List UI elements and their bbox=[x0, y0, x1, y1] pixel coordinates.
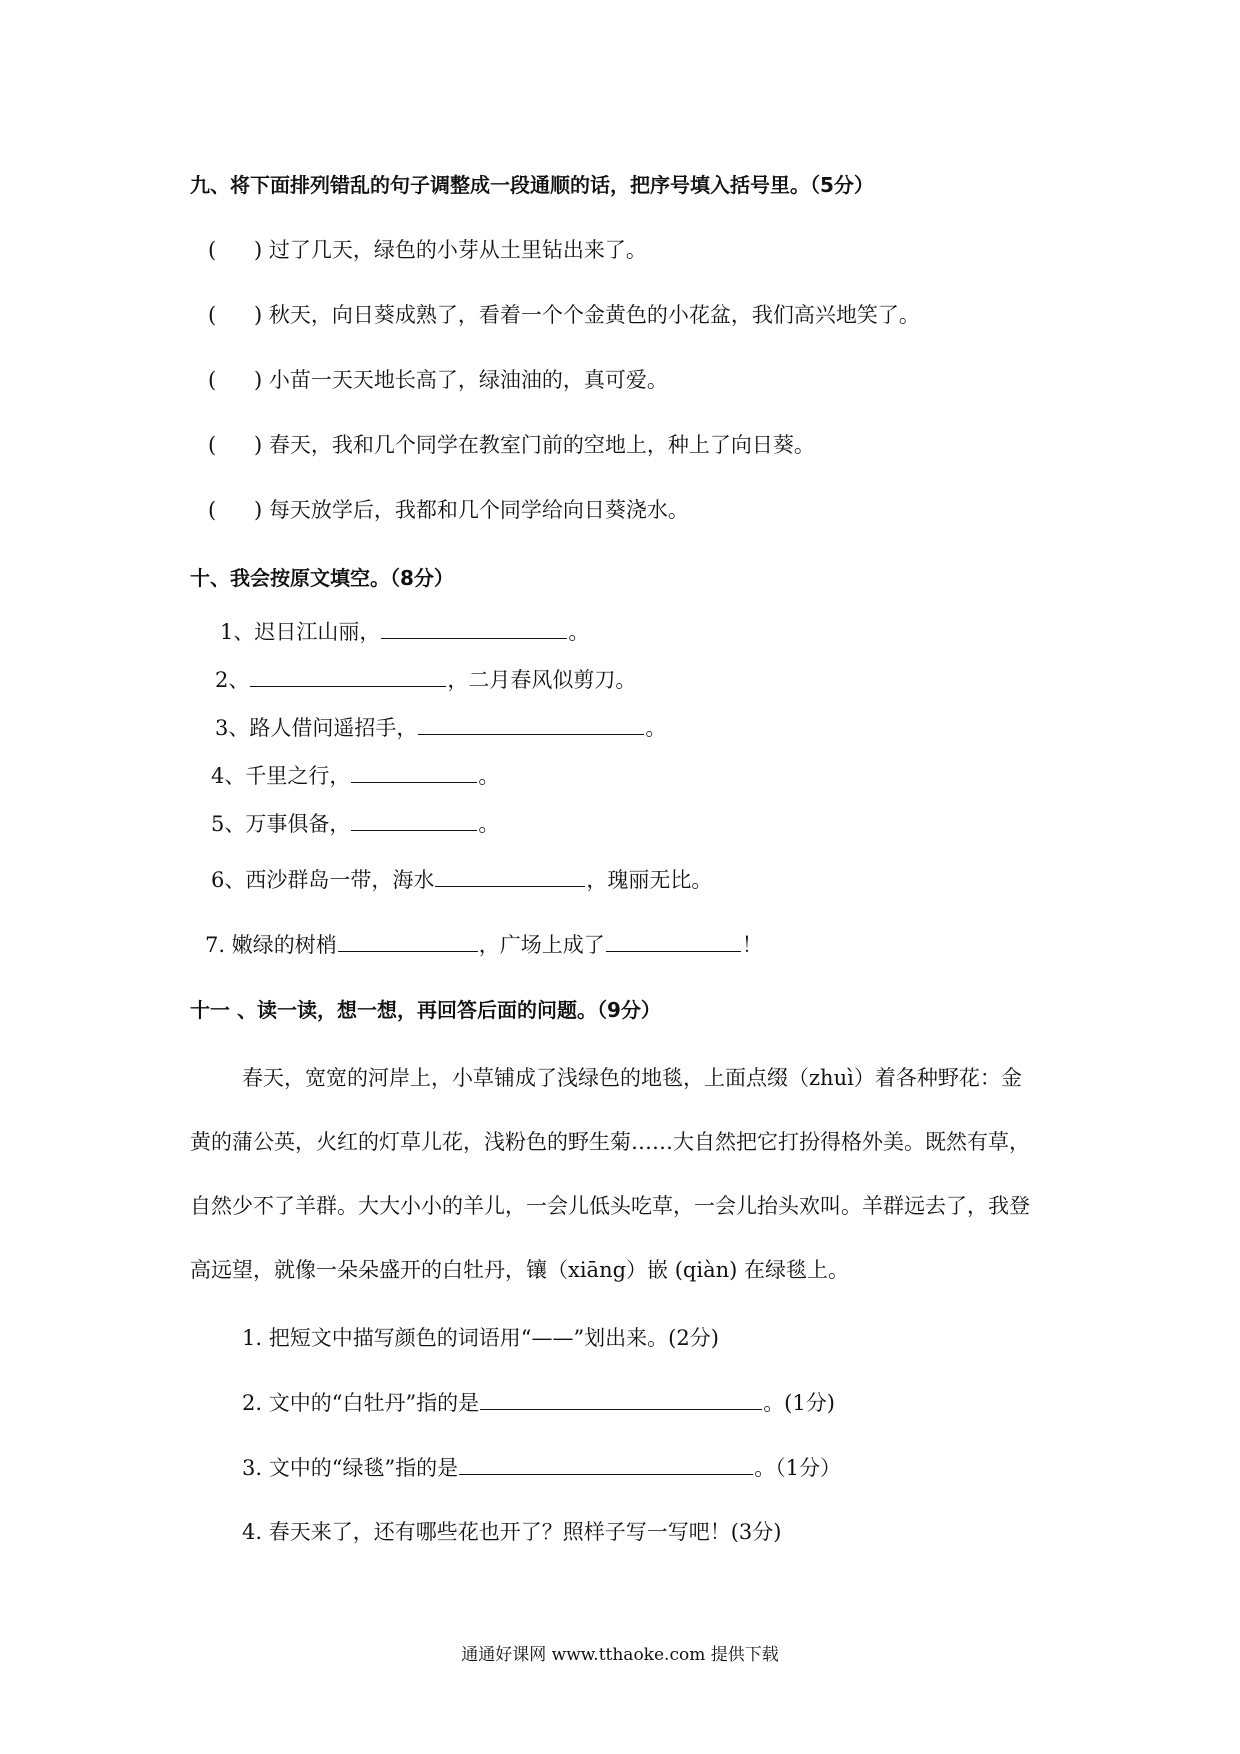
sentence-text: 秋天，向日葵成熟了，看着一个个金黄色的小花盆，我们高兴地笑了。 bbox=[268, 303, 920, 327]
fill-suffix: ，瑰丽无比。 bbox=[586, 868, 713, 892]
sentence-text: 每天放学后，我都和几个同学给向日葵浇水。 bbox=[268, 498, 689, 522]
section-10-heading: 十、我会按原文填空。（8分） bbox=[190, 566, 454, 590]
fill-item-3 bbox=[215, 718, 666, 739]
question-4: 4. 春天来了，还有哪些花也开了？照样子写一写吧！(3分) bbox=[242, 1520, 782, 1544]
sentence-item-5 bbox=[208, 500, 689, 521]
fill-prompt: 1、迟日江山丽， bbox=[220, 620, 381, 644]
fill-blank[interactable] bbox=[351, 781, 477, 783]
question-prompt: 2. 文中的“白牡丹”指的是 bbox=[242, 1391, 480, 1415]
sentence-text: 小苗一天天地长高了，绿油油的，真可爱。 bbox=[268, 368, 668, 392]
sentence-item-4 bbox=[208, 435, 815, 456]
question-1: 1. 把短文中描写颜色的词语用“——”划出来。(2分) bbox=[242, 1326, 719, 1350]
answer-paren-close: ) bbox=[254, 498, 263, 522]
sentence-item-2 bbox=[208, 305, 920, 326]
fill-middle: ，广场上成了 bbox=[478, 933, 605, 957]
question-prompt: 3. 文中的“绿毯”指的是 bbox=[242, 1456, 459, 1480]
section-9-heading: 九、将下面排列错乱的句子调整成一段通顺的话，把序号填入括号里。（5分） bbox=[190, 173, 874, 197]
fill-prompt: 4、千里之行， bbox=[211, 764, 351, 788]
answer-paren[interactable]: ( bbox=[208, 498, 217, 522]
answer-paren-close: ) bbox=[254, 368, 263, 392]
fill-blank[interactable] bbox=[418, 733, 644, 735]
page-footer: 通通好课网 www.tthaoke.com 提供下载 bbox=[461, 1645, 779, 1665]
fill-blank[interactable] bbox=[381, 637, 567, 639]
fill-blank[interactable] bbox=[606, 950, 741, 952]
answer-paren[interactable]: ( bbox=[208, 303, 217, 327]
fill-prompt: 2、 bbox=[215, 668, 250, 692]
question-suffix: 。（1分） bbox=[754, 1456, 842, 1480]
reading-passage-line-4: 高远望，就像一朵朵盛开的白牡丹，镶（xiāng）嵌 (qiàn) 在绿毯上。 bbox=[190, 1258, 849, 1282]
fill-item-7 bbox=[205, 935, 763, 956]
sentence-item-1 bbox=[208, 240, 647, 261]
fill-blank[interactable] bbox=[338, 950, 478, 952]
answer-paren-close: ) bbox=[254, 238, 263, 262]
fill-prompt: 7. 嫩绿的树梢 bbox=[205, 933, 337, 957]
answer-blank[interactable] bbox=[459, 1473, 753, 1475]
fill-item-6 bbox=[211, 870, 712, 891]
fill-prompt: 6、西沙群岛一带，海水 bbox=[211, 868, 435, 892]
fill-suffix: ！ bbox=[741, 933, 763, 957]
fill-suffix: 。 bbox=[478, 812, 500, 836]
fill-item-2 bbox=[215, 670, 636, 691]
sentence-text: 春天，我和几个同学在教室门前的空地上，种上了向日葵。 bbox=[268, 433, 815, 457]
answer-paren-close: ) bbox=[254, 303, 263, 327]
question-3 bbox=[242, 1458, 841, 1479]
fill-prompt: 5、万事俱备， bbox=[211, 812, 351, 836]
section-11-heading: 十一 、读一读，想一想，再回答后面的问题。（9分） bbox=[190, 998, 661, 1022]
answer-paren[interactable]: ( bbox=[208, 433, 217, 457]
fill-blank[interactable] bbox=[250, 685, 446, 687]
fill-prompt: 3、路人借问遥招手， bbox=[215, 716, 418, 740]
fill-suffix: 。 bbox=[645, 716, 667, 740]
fill-item-1 bbox=[220, 622, 589, 643]
sentence-item-3 bbox=[208, 370, 668, 391]
fill-suffix: 。 bbox=[478, 764, 500, 788]
answer-paren-close: ) bbox=[254, 433, 263, 457]
fill-blank[interactable] bbox=[351, 829, 477, 831]
fill-suffix: 。 bbox=[568, 620, 590, 644]
reading-passage-line-1: 春天，宽宽的河岸上，小草铺成了浅绿色的地毯，上面点缀（zhuì）着各种野花：金 bbox=[242, 1066, 1022, 1090]
fill-blank[interactable] bbox=[435, 885, 585, 887]
answer-paren[interactable]: ( bbox=[208, 368, 217, 392]
fill-item-5 bbox=[211, 814, 499, 835]
answer-blank[interactable] bbox=[480, 1408, 762, 1410]
reading-passage-line-2: 黄的蒲公英，火红的灯草儿花，浅粉色的野生菊……大自然把它打扮得格外美。既然有草， bbox=[190, 1130, 1030, 1154]
question-suffix: 。(1分) bbox=[763, 1391, 835, 1415]
reading-passage-line-3: 自然少不了羊群。大大小小的羊儿，一会儿低头吃草，一会儿抬头欢叫。羊群远去了，我登 bbox=[190, 1194, 1030, 1218]
answer-paren[interactable]: ( bbox=[208, 238, 217, 262]
fill-suffix: ，二月春风似剪刀。 bbox=[447, 668, 637, 692]
fill-item-4 bbox=[211, 766, 499, 787]
question-2 bbox=[242, 1393, 835, 1414]
sentence-text: 过了几天，绿色的小芽从土里钻出来了。 bbox=[268, 238, 647, 262]
